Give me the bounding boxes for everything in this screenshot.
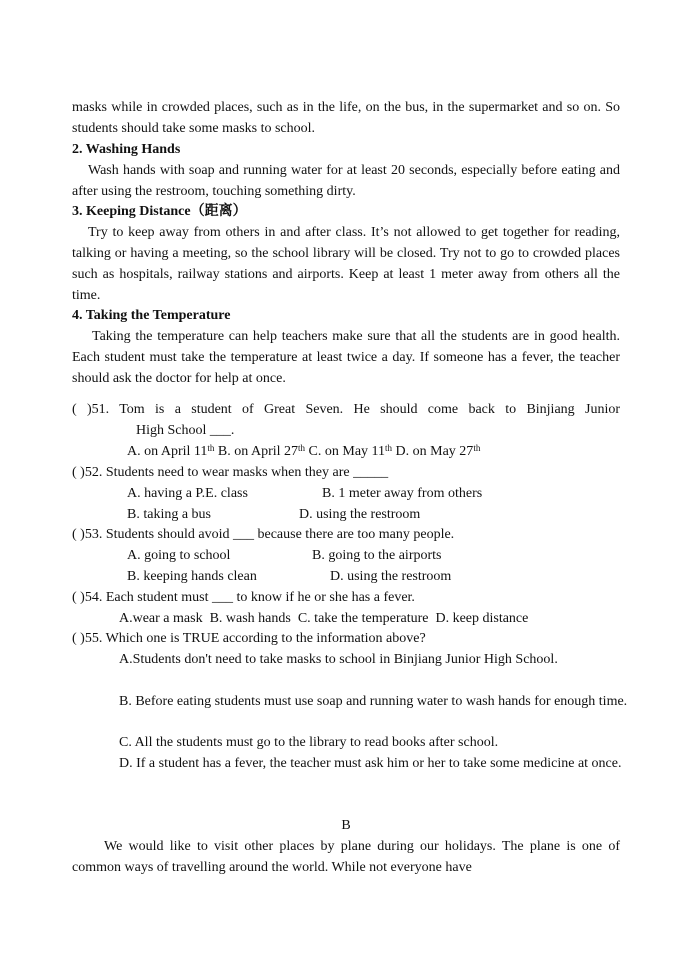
q51-option-b[interactable]: B. on April 27 xyxy=(214,444,299,459)
question-52-stem: ( )52. Students need to wear masks when they are _____ xyxy=(72,465,389,480)
q52-option-c[interactable]: B. taking a bus xyxy=(127,507,211,522)
keeping-distance-paragraph: Try to keep away from others in and after class. It’s not allowed to get together for reading, talking or having a meeting, so the school library will be closed. Try not to go to crowded places such as hospitals, railway stations and airports. Keep at least 1 meter away from others all the time. xyxy=(72,225,620,303)
question-55-stem: ( )55. Which one is TRUE according to the information above? xyxy=(72,631,426,646)
q55-option-b[interactable]: B. Before eating students must use soap and running water to wash hands for enough time. xyxy=(119,694,628,709)
q54-options[interactable]: A.wear a mask B. wash hands C. take the temperature D. keep distance xyxy=(119,611,529,626)
q55-option-c[interactable]: C. All the students must go to the library to read books after school. xyxy=(119,735,499,750)
q53-option-b[interactable]: B. going to the airports xyxy=(312,548,442,563)
q55-option-a[interactable]: A.Students don't need to take masks to school in Binjiang Junior High School. xyxy=(119,652,558,667)
question-53-stem: ( )53. Students should avoid ___ because there are too many people. xyxy=(72,527,455,542)
intro-paragraph: masks while in crowded places, such as in the life, on the bus, in the supermarket and so on. So students should take some masks to school. xyxy=(72,100,620,136)
q52-option-a[interactable]: A. having a P.E. class xyxy=(127,486,248,501)
heading-taking-temperature: 4. Taking the Temperature xyxy=(72,308,231,323)
question-51-options: A. on April 11th B. on April 27th C. on May 11th D. on May 27th xyxy=(127,443,481,459)
section-b-label: B xyxy=(341,818,351,833)
q52-option-b[interactable]: B. 1 meter away from others xyxy=(322,486,483,501)
q53-option-c[interactable]: B. keeping hands clean xyxy=(127,569,257,584)
taking-temperature-paragraph: Taking the temperature can help teachers make sure that all the students are in good health. Each student must take the temperature at least twice a day. If someone has a fever, the teacher should ask the doctor for help at once. xyxy=(72,329,620,386)
question-51-stem-cont: High School ___. xyxy=(136,423,235,438)
question-54-stem: ( )54. Each student must ___ to know if he or she has a fever. xyxy=(72,590,415,605)
q51-option-a[interactable]: A. on April 11 xyxy=(127,444,208,459)
q55-option-d[interactable]: D. If a student has a fever, the teacher must ask him or her to take some medicine at once. xyxy=(119,756,622,771)
passage-b-paragraph: We would like to visit other places by plane during our holidays. The plane is one of common ways of travelling around the world. While not everyone have xyxy=(72,839,620,875)
heading-keeping-distance: 3. Keeping Distance（距离） xyxy=(72,204,247,219)
q51-option-d[interactable]: D. on May 27 xyxy=(392,444,474,459)
question-51-stem: ( )51. Tom is a student of Great Seven. He should come back to Binjiang Junior xyxy=(72,402,620,417)
heading-washing-hands: 2. Washing Hands xyxy=(72,142,181,157)
q51-option-c[interactable]: C. on May 11 xyxy=(305,444,386,459)
q52-option-d[interactable]: D. using the restroom xyxy=(299,507,421,522)
q53-option-a[interactable]: A. going to school xyxy=(127,548,231,563)
washing-hands-paragraph: Wash hands with soap and running water for at least 20 seconds, especially before eating and after using the restroom, touching something dirty. xyxy=(72,163,620,199)
q53-option-d[interactable]: D. using the restroom xyxy=(330,569,452,584)
